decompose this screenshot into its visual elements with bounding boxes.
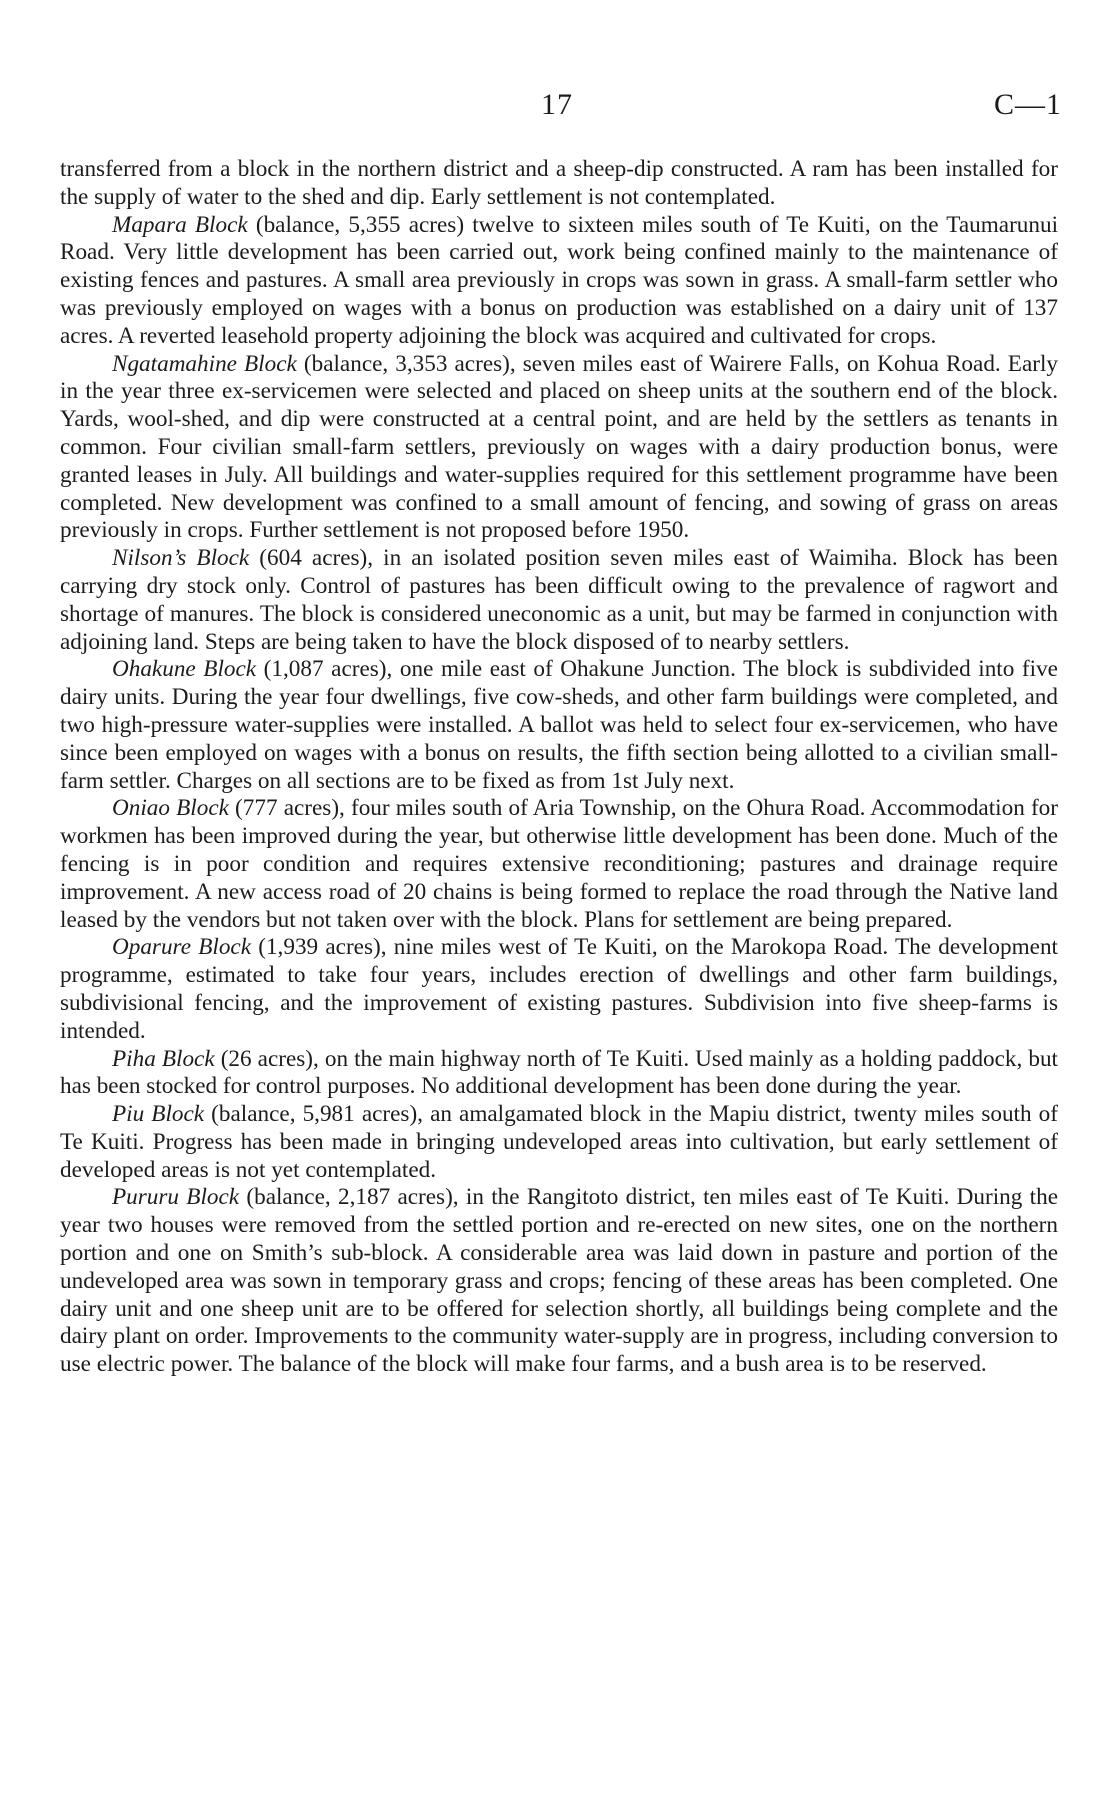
paragraph-text: (1,087 acres), one mile east of Ohakune Junction. The block is subdivided into five dairy units. During the year four dwellings, five cow-sheds, and other farm buildings were completed, and two high-pressure water-supplies were installed. A ballot was held to select four ex-servicemen, who have since been employed on wages with a bonus on results, the fifth section being allotted to a civilian small-farm settler. Charges on all sections are to be fixed as from 1st July next.: [60, 656, 1058, 794]
block-name: Oparure Block: [112, 934, 252, 961]
paragraph-piu-block: [60, 1101, 1058, 1184]
block-name: Ohakune Block: [112, 656, 257, 683]
block-name: Piha Block: [112, 1045, 215, 1072]
paragraph-nilsons-block: [60, 545, 1058, 656]
paragraph-ngatamahine-block: [60, 351, 1058, 546]
paragraph-text: (26 acres), on the main highway north of Te Kuiti. Used mainly as a holding paddock, but has been stocked for control purposes. No additional development has been done during the year.: [60, 1045, 1058, 1100]
paragraph-oniao-block: [60, 795, 1058, 934]
paragraph-text: (balance, 2,187 acres), in the Rangitoto district, ten miles east of Te Kuiti. During the year two houses were removed from the settled portion and re-erected on new sites, one on the northern portion and one on Smith’s sub-block. A considerable area was laid down in pasture and portion of the undeveloped area was sown in temporary grass and crops; fencing of these areas has been completed. One dairy unit and one sheep unit are to be offered for selection shortly, all buildings being complete and the dairy plant on order. Improvements to the community water-supply are in progress, including conversion to use electric power. The balance of the block will make four farms, and a bush area is to be reserved.: [60, 1184, 1058, 1378]
paragraph-pururu-block: [60, 1184, 1058, 1379]
paragraph-continuation: [60, 156, 1058, 212]
paragraph-text: (777 acres), four miles south of Aria Township, on the Ohura Road. Accommodation for workmen has been improved during the year, but otherwise little development has been done. Much of the fencing is in poor condition and requires extensive reconditioning; pastures and drainage require improvement. A new access road of 20 chains is being formed to replace the road through the Native land leased by the vendors but not taken over with the block. Plans for settlement are being prepared.: [60, 795, 1058, 933]
paragraph-text: (balance, 5,355 acres) twelve to sixteen miles south of Te Kuiti, on the Taumarunui Road. Very little development has been carried out, work being confined mainly to the maintenance of existing fences and pastures. A small area previously in crops was sown in grass. A small-farm settler who was previously employed on wages with a bonus on production was established on a dairy unit of 137 acres. A reverted leasehold property adjoining the block was acquired and cultivated for crops.: [60, 211, 1059, 349]
block-name: Nilson’s Block: [112, 545, 250, 572]
paragraph-piha-block: [60, 1046, 1058, 1102]
document-code: C—1: [993, 88, 1062, 121]
paragraph-ohakune-block: [60, 656, 1058, 795]
block-name: Piu Block: [112, 1101, 205, 1128]
paragraph-text: (1,939 acres), nine miles west of Te Kuiti, on the Marokopa Road. The development programme, estimated to take four years, includes erection of dwellings and other farm buildings, subdivisional fencing, and the improvement of existing pastures. Subdivision into five sheep-farms is intended.: [60, 934, 1058, 1044]
paragraph-text: (604 acres), in an isolated position seven miles east of Waimiha. Block has been carrying dry stock only. Control of pastures has been difficult owing to the prevalence of ragwort and shortage of manures. The block is considered uneconomic as a unit, but may be farmed in conjunction with adjoining land. Steps are being taken to have the block disposed of to nearby settlers.: [60, 545, 1058, 655]
block-name: Ngatamahine Block: [112, 350, 297, 377]
body-text: [60, 156, 1058, 1379]
paragraph-mapara-block: [60, 212, 1058, 351]
paragraph-oparure-block: [60, 934, 1058, 1045]
page-number: 17: [541, 88, 573, 121]
block-name: Oniao Block: [112, 795, 229, 822]
block-name: Mapara Block: [112, 211, 248, 238]
paragraph-text: (balance, 3,353 acres), seven miles east of Wairere Falls, on Kohua Road. Early in the year three ex-servicemen were selected and placed on sheep units at the southern end of the block. Yards, wool-shed, and dip were constructed at a central point, and are held by the settlers as tenants in common. Four civilian small-farm settlers, previously on wages with a dairy production bonus, were granted leases in July. All buildings and water-supplies required for this settlement programme have been completed. New development was confined to a small amount of fencing, and sowing of grass on areas previously in crops. Further settlement is not proposed before 1950.: [60, 350, 1058, 544]
paragraph-text: (balance, 5,981 acres), an amalgamated block in the Mapiu district, twenty miles south of Te Kuiti. Progress has been made in bringing undeveloped areas into cultivation, but early settlement of developed areas is not yet contemplated.: [60, 1101, 1058, 1183]
paragraph-text: transferred from a block in the northern district and a sheep-dip constructed. A ram has been installed for the supply of water to the shed and dip. Early settlement is not contemplated.: [60, 156, 1058, 210]
block-name: Pururu Block: [112, 1184, 240, 1211]
